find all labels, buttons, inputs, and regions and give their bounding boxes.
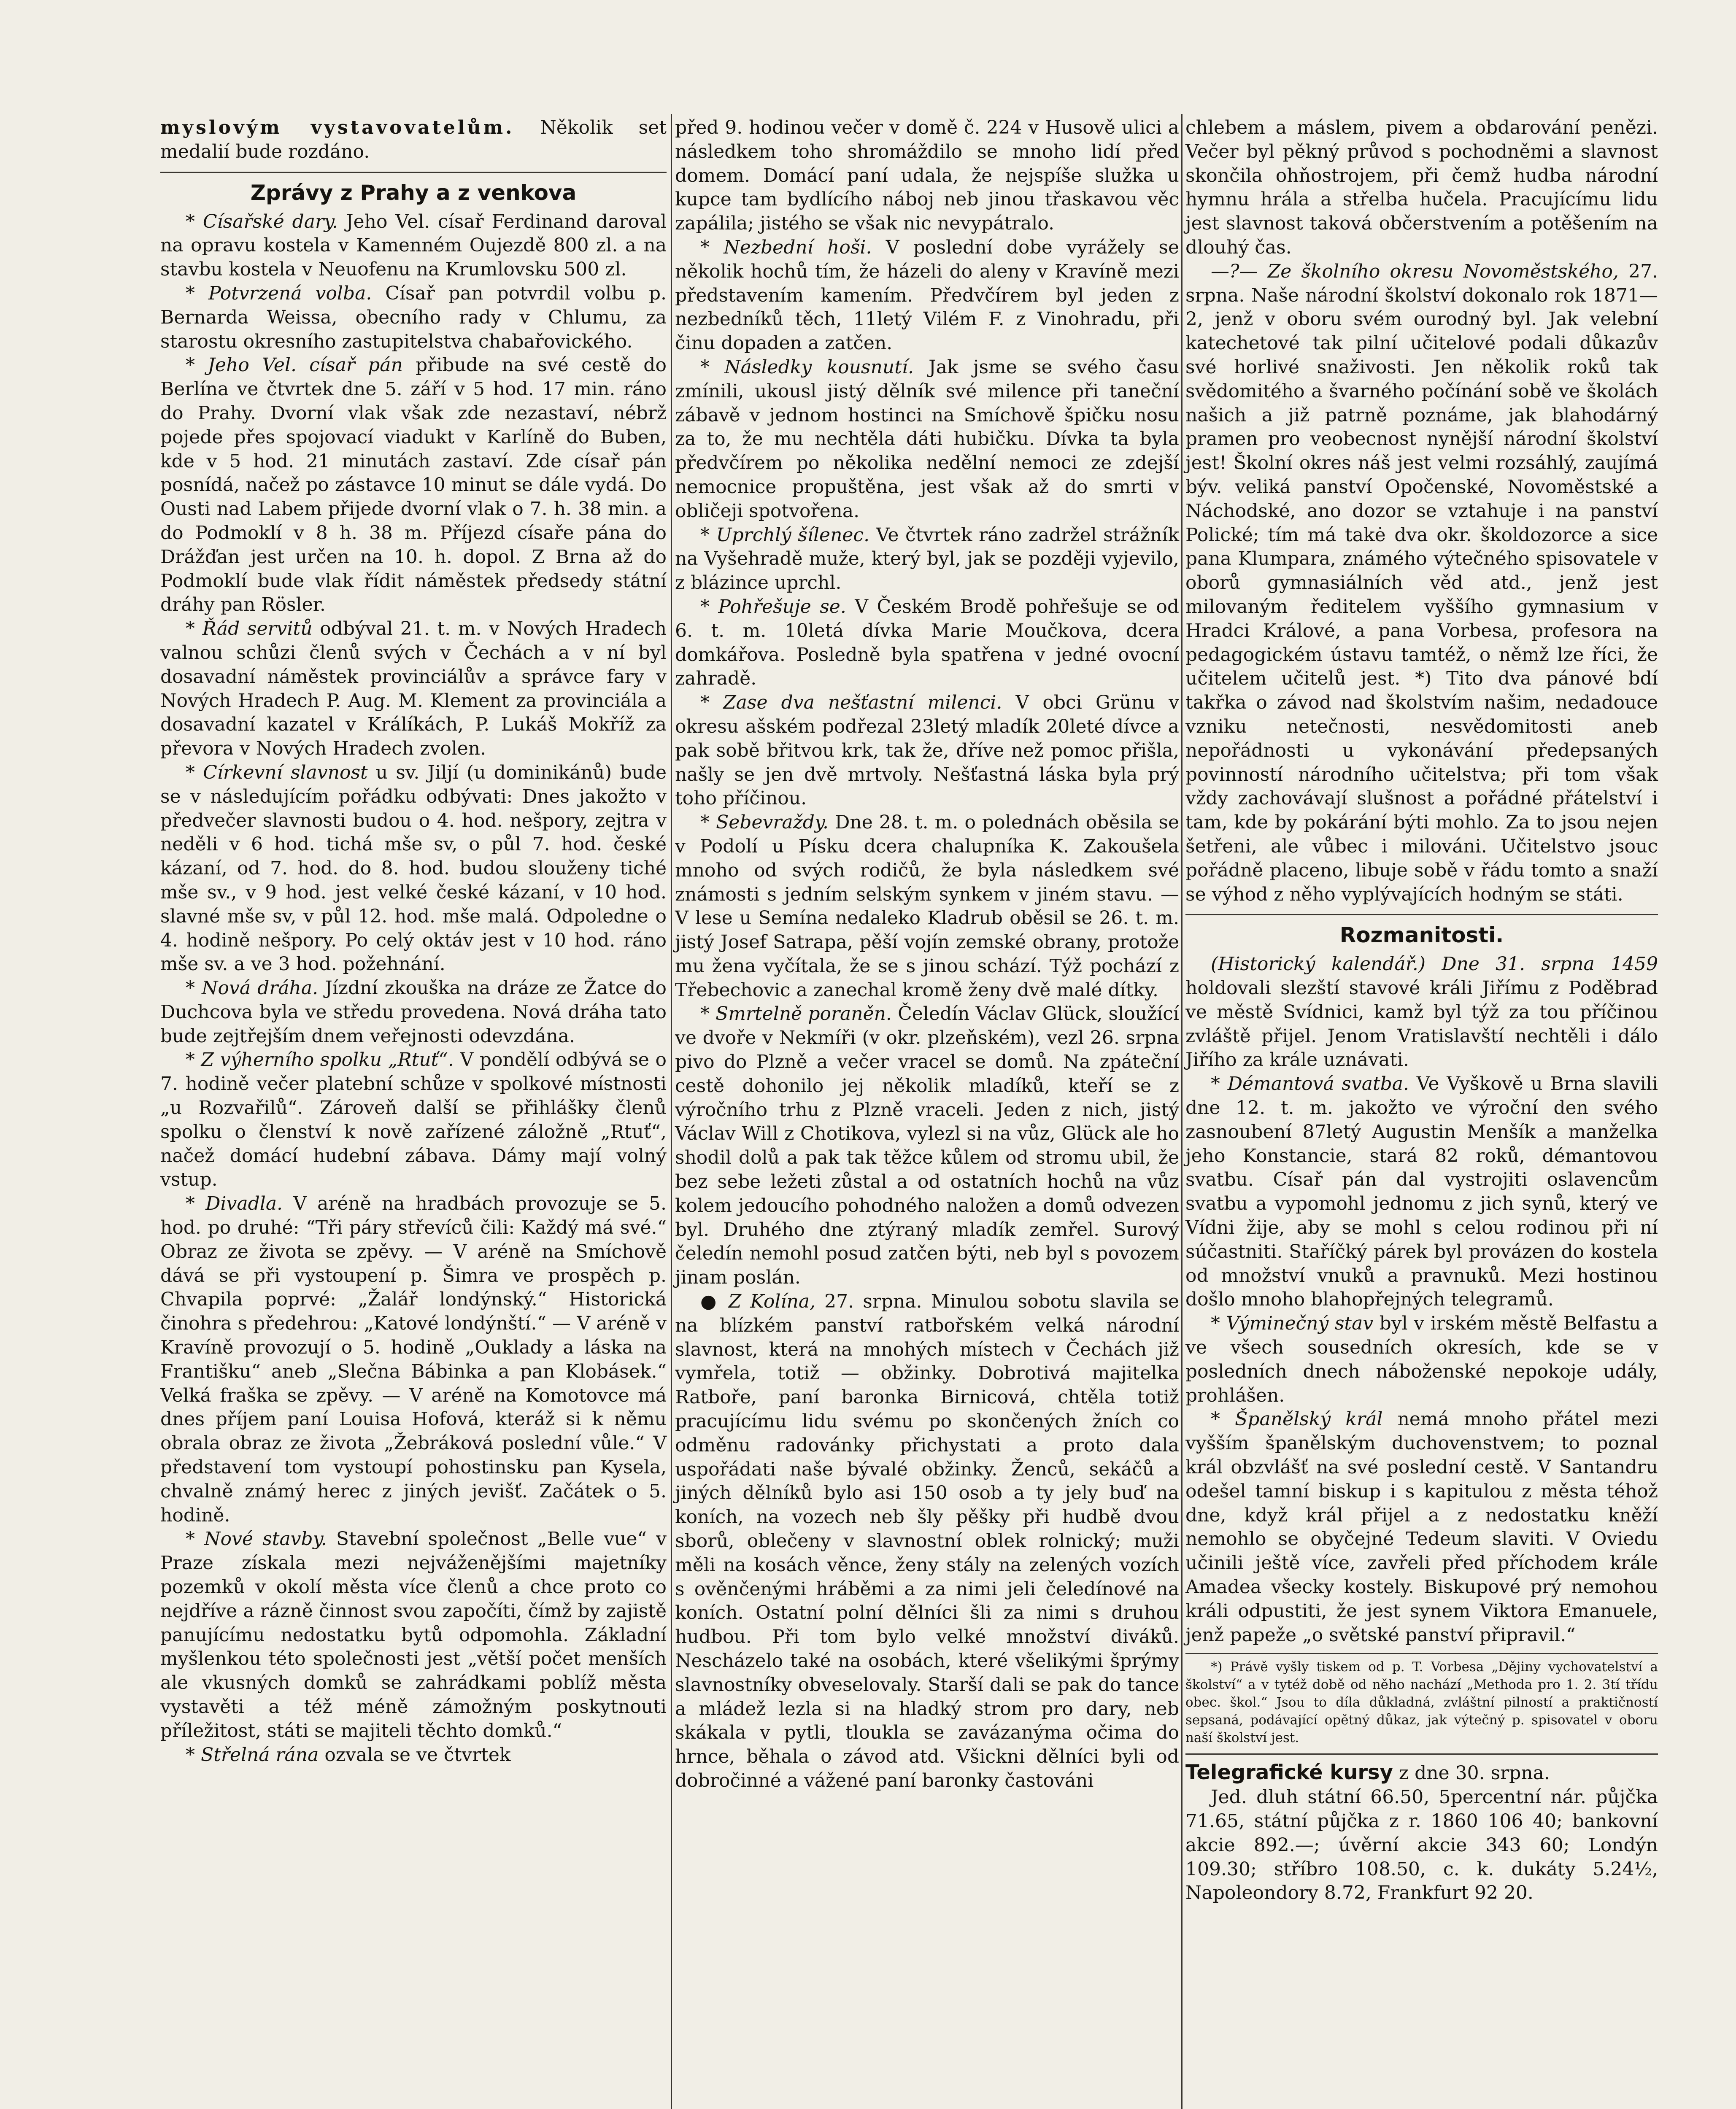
item-text: Dne 28. t. m. o polednách oběsila se v Podolí u Písku dcera chalupníka K. Zakoušela mnoho od svých rodičů, že byla následkem své známosti s jedním selským synkem v jiném stavu. — V lese u Semína nedaleko Kladrub oběsil se 26. t. m. jistý Josef Satrapa, pěší vojín zemské obrany, protože mu žena vyčítala, že se s jinou schází. Týž pochází z Třebechovic a zanechal kromě ženy dvě malé dítky.: [675, 812, 1179, 1001]
item-lead: Císařské dary.: [202, 210, 338, 232]
item-lead: Církevní slavnost: [203, 761, 368, 783]
item-text: byl v irském městě Belfastu a ve všech sousedních okresích, kde se v posledních dnech náboženské nepokoje udály, prohlášen.: [1185, 1313, 1658, 1406]
news-item: * Sebevraždy. Dne 28. t. m. o polednách oběsila se v Podolí u Písku dcera chalupníka K. Zakoušela mnoho od svých rodičů, že byla následkem své známosti s jedním selským synkem v jiném stavu. — V lese u Semína nedaleko Kladrub oběsil se 26. t. m. jistý Josef Satrapa, pěší vojín zemské obrany, protože mu žena vyčítala, že se s jinou schází. Týž pochází z Třebechovic a zanechal kromě ženy dvě malé dítky.: [675, 812, 1179, 1001]
news-item: * Španělský král nemá mnoho přátel mezi vyšším španělským duchovenstvem; to poznal král obzvlášť na své poslední cestě. V Santandru odešel tamní biskup i s kapitulou z města téhož dne, když král přijel a z nedostatku kněží nemohlo se obyčejné Tedeum slaviti. V Oviedu učinili ještě více, zavřeli před příchodem krále Amadea všecky kostely. Biskupové prý nemohou králi odpustiti, že jest synem Viktora Emanuele, jenž papeže „o světské panství připravil.“: [1185, 1408, 1658, 1646]
news-items: [160, 210, 667, 1767]
news-item: * Uprchlý šílenec. Ve čtvrtek ráno zadržel strážník na Vyšehradě muže, který byl, jak se později vyjevilo, z blázince uprchl.: [675, 524, 1179, 594]
item-lead: —?— Ze školního okresu Novoměstského,: [1211, 260, 1619, 282]
item-lead: Potvrzená volba.: [208, 282, 372, 304]
item-lead: Nezbední hoši.: [724, 236, 872, 258]
news-item: * Pohřešuje se. V Českém Brodě pohřešuje se od 6. t. m. 10letá dívka Marie Moučkova, dcera domkářova. Posledně byla spatřena v jedné ovocní zahradě.: [675, 596, 1179, 690]
item-text: nemá mnoho přátel mezi vyšším španělským duchovenstvem; to poznal král obzvlášť na své poslední cestě. V Santandru odešel tamní biskup i s kapitulou z města téhož dne, když král přijel a z nedostatku kněží nemohlo se obyčejné Tedeum slaviti. V Oviedu učinili ještě více, zavřeli před příchodem krále Amadea všecky kostely. Biskupové prý nemohou králi odpustiti, že jest synem Viktora Emanuele, jenž papeže „o světské panství připravil.“: [1185, 1408, 1658, 1646]
news-item: * Jeho Vel. císař pán přibude na své cestě do Berlína ve čtvrtek dne 5. září v 5 hod. 17 min. ráno do Prahy. Dvorní vlak však zde nezastaví, nébrž pojede přes spojovací viadukt v Karlíně do Buben, kde v 5 hod. 21 minutách zastaví. Zde císař pán posnídá, načež po zástavce 10 minut se dále vydá. Do Ousti nad Labem přijede dvorní vlak o 7. h. 38 min. a do Podmoklí v 8 h. 38 m. Příjezd císaře pána do Drážďan jest určen na 10. h. dopol. Z Brna až do Podmoklí bude vlak řídit náměstek předsedy státní dráhy pan Rösler.: [160, 354, 667, 616]
news-item: * Střelná rána ozvala se ve čtvrtek: [186, 1744, 511, 1766]
item-lead: Střelná rána: [201, 1744, 319, 1766]
column-divider: [671, 114, 672, 2109]
column-1: [160, 116, 667, 1767]
item-lead: Španělský král: [1235, 1408, 1383, 1430]
telegraph-date: z dne 30. srpna.: [1399, 1762, 1550, 1784]
continued-text: chlebem a máslem, pivem a obdarování penězi. Večer byl pěkný průvod s pochodněmi a slavnost skončila ohňostrojem, při čemž hudba národní hymnu hrála a střelba hučela. Pracujícímu lidu jest slavnost taková občerstvením a potěšením na dlouhý čas.: [1185, 117, 1658, 258]
news-item: * Nezbední hoši. V poslední dobe vyrážely se několik hochů tím, že házeli do aleny v Kravíně mezi představením kamením. Předvčírem byl jeden z nezbedníků těch, 11letý Vilém F. z Vinohradu, při činu dopaden a zatčen.: [675, 236, 1179, 354]
section-heading-news: Zprávy z Prahy a z venkova: [160, 172, 667, 206]
news-item: * Nová dráha. Jízdní zkouška na dráze ze Žatce do Duchcova byla ve středu provedena. Nová dráha tato bude zejtřejším dnem veřejnosti odevzdána.: [160, 977, 667, 1047]
intro-text: Několik set medalií bude rozdáno.: [160, 117, 667, 162]
item-text: V obci Grünu v okresu ašském podřezal 23letý mladík 20leté dívce a pak sobě břitvou krk, tak že, dříve než pomoc přišla, našly se jen dvě mrtvoly. Nešťastná láska byla prý toho příčinou.: [675, 692, 1179, 809]
news-item: * Následky kousnutí. Jak jsme se svého času zmínili, ukousl jistý dělník své milence při taneční zábavě v jednom hostinci na Smíchově špičku nosu za to, že mu nechtěla dáti hubičku. Dívka ta byla předvčírem po několika nedělní nemoci ze zdejší nemocnice propuštěna, jest však až do smrti v obličeji spotvořena.: [675, 356, 1179, 522]
item-text: Jízdní zkouška na dráze ze Žatce do Duchcova byla ve středu provedena. Nová dráha tato bude zejtřejším dnem veřejnosti odevzdána.: [160, 977, 667, 1047]
news-item: * Řád servitů odbýval 21. t. m. v Nových Hradech valnou schůzi členů svých v Čechách a v ní byl dosavadní náměstek provinciálův a správce fary v Nových Hradech P. Aug. M. Klement za provinciála a dosavadní kazatel v Králíkách, P. Lukáš Mokříž za převora v Nových Hradech zvolen.: [160, 618, 667, 760]
intro-paragraph: [160, 116, 667, 164]
news-item: * Výminečný stav byl v irském městě Belfastu a ve všech sousedních okresích, kde se v posledních dnech náboženské nepokoje udály, prohlášen.: [1185, 1313, 1658, 1406]
news-item: * Potvrzená volba. Císař pan potvrdil volbu p. Bernarda Weissa, obecního rady v Chlumu, za starostu okresního zastupitelstva chabařovického.: [160, 282, 667, 352]
item-lead: Divadla.: [205, 1193, 283, 1215]
item-lead: Nové stavby.: [204, 1528, 327, 1550]
item-lead: Smrtelně poraněn.: [715, 1003, 892, 1025]
item-text: přibude na své cestě do Berlína ve čtvrtek dne 5. září v 5 hod. 17 min. ráno do Prahy. Dvorní vlak však zde nezastaví, nébrž pojede přes spojovací viadukt v Karlíně do Buben, kde v 5 hod. 21 minutách zastaví. Zde císař pán posnídá, načež po zástavce 10 minut se dále vydá. Do Ousti nad Labem přijede dvorní vlak o 7. h. 38 min. a do Podmoklí v 8 h. 38 m. Příjezd císaře pána do Drážďan jest určen na 10. h. dopol. Z Brna až do Podmoklí bude vlak řídit náměstek předsedy státní dráhy pan Rösler.: [160, 354, 667, 616]
item-text: Jak jsme se svého času zmínili, ukousl jistý dělník své milence při taneční zábavě v jednom hostinci na Smíchově špičku nosu za to, že mu nechtěla dáti hubičku. Dívka ta byla předvčírem po několika nedělní nemoci ze zdejší nemocnice propuštěna, jest však až do smrti v obličeji spotvořena.: [675, 356, 1179, 522]
item-text: Ve čtvrtek ráno zadržel strážník na Vyšehradě muže, který byl, jak se později vyjevilo, z blázince uprchl.: [675, 524, 1179, 594]
item-text: Jeho Vel. císař Ferdinand daroval na opravu kostela v Kamenném Oujezdě 800 zl. a na stavbu kostela v Neuofenu na Krumlovsku 500 zl.: [160, 210, 667, 280]
item-text: u sv. Jiljí (u dominikánů) bude se v následujícím pořádku odbývati: Dnes jakožto v předvečer slavnosti budou o 4. hod. nešpory, zejtra v neděli v 6 hod. tichá mše sv, o půl 7. hod. české kázaní, od 7. hod. do 8. hod. budou slouženy tiché mše sv., v 9 hod. jest velké české kázaní, v 10 hod. slavné mše sv, v půl 12. hod. mše malá. Odpoledne o 4. hodině nešpory. Po celý oktáv jest v 10 hod. ráno mše sv. a ve 3 hod. požehnání.: [160, 761, 667, 975]
item-lead: Démantová svatba.: [1227, 1073, 1409, 1095]
item-lead: Z Kolína,: [728, 1291, 816, 1313]
item-lead: (Historický kalendář.) Dne 31. srpna 1459: [1211, 953, 1658, 975]
item-lead: Jeho Vel. císař pán: [208, 354, 403, 376]
item-text: odbýval 21. t. m. v Nových Hradech valnou schůzi členů svých v Čechách a v ní byl dosavadní náměstek provinciálův a správce fary v Nových Hradech P. Aug. M. Klement za provinciála a dosavadní kazatel v Králíkách, P. Lukáš Mokříž za převora v Nových Hradech zvolen.: [160, 618, 667, 760]
footnote: *) Právě vyšly tiskem od p. T. Vorbesa „Dějiny vychovatelství a školství“ a v tytéž době od něho nachází „Methoda pro 1. 2. 3tí třídu obec. škol.“ Jsou to díla důkladná, zvláštní pilností a praktičností sepsaná, podávající opětný důkaz, jak výtečný p. spisovatel v oboru naší školství jest.: [1185, 1653, 1658, 1747]
item-text: Císař pan potvrdil volbu p. Bernarda Weissa, obecního rady v Chlumu, za starostu okresního zastupitelstva chabařovického.: [160, 282, 667, 352]
item-lead: Uprchlý šílenec.: [716, 524, 870, 546]
column-2: [675, 116, 1179, 1793]
item-lead: Následky kousnutí.: [724, 356, 914, 378]
news-item: * Nové stavby. Stavební společnost „Belle vue“ v Praze získala mezi nejváženějšími majetníky pozemků v okolí města více členů a chce proto co nejdříve a rázně činnost svou započíti, čímž by zajistě panujícímu nedostatku bytů odpomohla. Základní myšlenkou této společnosti jest „větší počet menších ale vkusných domků se zahrádkami poblíž města vystavěti a též méně zámožným poskytnouti příležitost, státi se majiteli těchto domků.“: [160, 1528, 667, 1742]
item-text: V Českém Brodě pohřešuje se od 6. t. m. 10letá dívka Marie Moučkova, dcera domkářova. Posledně byla spatřena v jedné ovocní zahradě.: [675, 596, 1179, 690]
continued-text: před 9. hodinou večer v domě č. 224 v Husově ulici a následkem toho shromáždilo se mnoho lidí před domem. Domácí paní udala, že nejspíše služka u kupce tam bydlícího náboj neb jinou třaskavou věc zapálila; jistého se však nic nevypátralo.: [675, 117, 1179, 235]
item-lead: Sebevraždy.: [716, 812, 829, 833]
news-item: * Z výherního spolku „Rtuť“. V pondělí odbývá se o 7. hodině večer platební schůze v spolkové místnosti „u Rozvařilů“. Zároveň další se přihlášky členů spolku o členství k nově zařízené záložně „Rtuť“, načež domácí hudební zábava. Dámy mají volný vstup.: [160, 1049, 667, 1191]
item-text: ozvala se ve čtvrtek: [324, 1744, 511, 1766]
news-item: * Démantová svatba. Ve Vyškově u Brna slavili dne 12. t. m. jakožto ve výroční den svého zasnoubení 87letý Augustin Menšík a manželka jeho Konstancie, stará 82 roků, démantovou svatbu. Císař pán dal vystrojiti oslavencům svatbu a vypomohl jednomu z jich synů, který ve Vídni žije, aby se mohl s celou rodinou při ní súčastniti. Staříčký párek byl provázen do kostela od množství vnuků a pravnuků. Mezi hostinou došlo mnoho blahopřejných telegramů.: [1185, 1073, 1658, 1311]
news-item: * Církevní slavnost u sv. Jiljí (u dominikánů) bude se v následujícím pořádku odbývati: Dnes jakožto v předvečer slavnosti budou o 4. hod. nešpory, zejtra v neděli v 6 hod. tichá mše sv, o půl 7. hod. české kázaní, od 7. hod. do 8. hod. budou slouženy tiché mše sv., v 9 hod. jest velké české kázaní, v 10 hod. slavné mše sv, v půl 12. hod. mše malá. Odpoledne o 4. hodině nešpory. Po celý oktáv jest v 10 hod. ráno mše sv. a ve 3 hod. požehnání.: [160, 761, 667, 975]
column-divider: [1181, 114, 1183, 2109]
news-item: * Divadla. V aréně na hradbách provozuje se 5. hod. po druhé: “Tři páry střevíců čili: Každý má své.“ Obraz ze života se zpěvy. — V aréně na Smíchově dává se při vystoupení p. Šimra ve prospěch p. Chvapila poprvé: „Žalář londýnský.“ Historická činohra s předehrou: „Katové londýnští.“ — V aréně v Kravíně provozují o 5. hodině „Ouklady a láska na Františku“ aneb „Slečna Bábinka a pan Klobásek.“ Velká fraška se zpěvy. — V aréně na Komotovce má dnes příjem paní Louisa Hofová, kteráž si k němu obrala obraz ze života „Žebráková poslední vůle.“ V představení tom vystoupí pohostinsku pan Kysela, chvalně známý herec z jiných jevišť. Začátek o 5. hodině.: [160, 1193, 667, 1526]
column-3: [1185, 116, 1658, 1905]
item-text: V aréně na hradbách provozuje se 5. hod. po druhé: “Tři páry střevíců čili: Každý má své.“ Obraz ze života se zpěvy. — V aréně na Smíchově dává se při vystoupení p. Šimra ve prospěch p. Chvapila poprvé: „Žalář londýnský.“ Historická činohra s předehrou: „Katové londýnští.“ — V aréně v Kravíně provozují o 5. hodině „Ouklady a láska na Františku“ aneb „Slečna Bábinka a pan Klobásek.“ Velká fraška se zpěvy. — V aréně na Komotovce má dnes příjem paní Louisa Hofová, kteráž si k němu obrala obraz ze života „Žebráková poslední vůle.“ V představení tom vystoupí pohostinsku pan Kysela, chvalně známý herec z jiných jevišť. Začátek o 5. hodině.: [160, 1193, 667, 1526]
item-lead: Z výherního spolku „Rtuť“.: [201, 1049, 454, 1071]
item-text: V poslední dobe vyrážely se několik hochů tím, že házeli do aleny v Kravíně mezi představením kamením. Předvčírem byl jeden z nezbedníků těch, 11letý Vilém F. z Vinohradu, při činu dopaden a zatčen.: [675, 236, 1179, 354]
item-text: holdovali slezští stavové králi Jiřímu z Poděbrad ve městě Svídnici, kamž byl týž za tou příčinou zvláště přijel. Jenom Vratislavští nechtěli i dálo Jiřího za krále uznávati.: [1185, 977, 1658, 1071]
bullet-icon: ●: [700, 1291, 720, 1313]
telegraph-heading: [1185, 1753, 1658, 1785]
news-item: * Smrtelně poraněn. Čeledín Václav Glück, sloužící ve dvoře v Nekmíři (v okr. plzeňském), vezl 26. srpna pivo do Plzně a večer vracel se domů. Na zpáteční cestě dohonilo jej několik mladíků, kteří se z výročního trhu z Plzně vraceli. Jeden z nich, jistý Václav Will z Chotikova, vylezl si na vůz, Glück ale ho shodil dolů a pak tak těžce kůlem od stromu ubil, že bez sebe ležeti zůstal a od ostatních hochů na vůz kolem jedoucího pohodného naložen a domů odvezen byl. Druhého dne ztýraný mladík zemřel. Surový čeledín nemohl posud zatčen býti, neb byl s povozem jinam poslán.: [675, 1003, 1179, 1289]
news-item: [675, 1290, 1179, 1793]
news-item: * Císařské dary. Jeho Vel. císař Ferdinand daroval na opravu kostela v Kamenném Oujezdě 800 zl. a na stavbu kostela v Neuofenu na Krumlovsku 500 zl.: [160, 210, 667, 280]
news-item: [1185, 260, 1658, 907]
news-item: * Zase dva nešťastní milenci. V obci Grünu v okresu ašském podřezal 23letý mladík 20leté dívce a pak sobě břitvou krk, tak že, dříve než pomoc přišla, našly se jen dvě mrtvoly. Nešťastná láska byla prý toho příčinou.: [675, 692, 1179, 809]
item-text: Čeledín Václav Glück, sloužící ve dvoře v Nekmíři (v okr. plzeňském), vezl 26. srpna pivo do Plzně a večer vracel se domů. Na zpáteční cestě dohonilo jej několik mladíků, kteří se z výročního trhu z Plzně vraceli. Jeden z nich, jistý Václav Will z Chotikova, vylezl si na vůz, Glück ale ho shodil dolů a pak tak těžce kůlem od stromu ubil, že bez sebe ležeti zůstal a od ostatních hochů na vůz kolem jedoucího pohodného naložen a domů odvezen byl. Druhého dne ztýraný mladík zemřel. Surový čeledín nemohl posud zatčen býti, neb byl s povozem jinam poslán.: [675, 1003, 1179, 1289]
telegraph-title: Telegrafické kursy: [1185, 1761, 1393, 1785]
item-text: Stavební společnost „Belle vue“ v Praze získala mezi nejváženějšími majetníky pozemků v okolí města více členů a chce proto co nejdříve a rázně činnost svou započíti, čímž by zajistě panujícímu nedostatku bytů odpomohla. Základní myšlenkou této společnosti jest „větší počet menších ale vkusných domků se zahrádkami poblíž města vystavěti a též méně zámožným poskytnouti příležitost, státi se majiteli těchto domků.“: [160, 1528, 667, 1742]
item-lead: Pohřešuje se.: [718, 596, 846, 618]
item-lead: Řád servitů: [202, 618, 313, 640]
news-item: [1185, 952, 1658, 1072]
item-lead: Výminečný stav: [1226, 1313, 1374, 1335]
item-text: Ve Vyškově u Brna slavili dne 12. t. m. jakožto ve výroční den svého zasnoubení 87letý Augustin Menšík a manželka jeho Konstancie, stará 82 roků, démantovou svatbu. Císař pán dal vystrojiti oslavencům svatbu a vypomohl jednomu z jich synů, který ve Vídni žije, aby se mohl s celou rodinou při ní súčastniti. Staříčký párek byl provázen do kostela od množství vnuků a pravnuků. Mezi hostinou došlo mnoho blahopřejných telegramů.: [1185, 1073, 1658, 1311]
item-text: V pondělí odbývá se o 7. hodině večer platební schůze v spolkové místnosti „u Rozvařilů“. Zároveň další se přihlášky členů spolku o členství k nově zařízené záložně „Rtuť“, načež domácí hudební zábava. Dámy mají volný vstup.: [160, 1049, 667, 1191]
item-lead: Nová dráha.: [202, 977, 319, 999]
item-text: 27. srpna. Minulou sobotu slavila se na blízkém panství ratbořském velká národní slavnost, která na mnohých místech v Čechách již vymřela, totiž — obžinky. Dobrotivá majitelka Ratboře, paní baronka Birnicová, chtěla totiž pracujícímu lidu svému po skončených žních co odměnu radovánky přichystati a proto dala uspořádati naše bývalé obžinky. Ženců, sekáčů a jiných dělníků bylo asi 150 osob a ty jely buď na koních, na vozech neb šly pěšky při hudbě dvou sborů, oblečeny v slavnostní oblek rolnický; muži měli na kosách věnce, ženy stály na zelených vozích s ověnčenými hráběmi a za nimi jeli čeledínové na koních. Ostatní polní dělníci šli za nimi s druhou hudbou. Při tom bylo velké množství diváků. Nescházelo také na osobách, které všelikými šprýmy slavnostníky obveselovaly. Starší dali se pak do tance a mládež lezla si na hladký strom pro dary, neb skákala v pytli, tloukla se zavázanýma očima do hrnce, běhala o závod atd. Všickni dělníci byli od dobročinné a vážené paní baronky častováni: [675, 1291, 1179, 1791]
item-lead: Zase dva nešťastní milenci.: [723, 692, 1002, 714]
section-heading-miscellany: Rozmanitosti.: [1185, 914, 1658, 948]
telegraph-rates: Jed. dluh státní 66.50, 5percentní nár. půjčka 71.65, státní půjčka z r. 1860 106 40; bankovní akcie 892.—; úvěrní akcie 343 60; Londýn 109.30; stříbro 108.50, c. k. dukáty 5.24½, Napoleondory 8.72, Frankfurt 92 20.: [1185, 1786, 1658, 1904]
item-text: 27. srpna. Naše národní školství dokonalo rok 1871—2, jenž v oboru svém ourodný byl. Jak velební katechetové tak pilní učitelové podali důkazův své horlivé snaživosti. Jen několik roků tak svědomitého a švarného počínání sobě ve školách našich a již patrně poznáme, jak blahodárný pramen pro veobecnost nynější národní školství jest! Školní okres náš jest velmi rozsáhlý, zaujímá býv. veliká panství Opočenské, Novoměstské a Náchodské, ano dozor se vztahuje i na panství Polické; tím má takė dva okr. školdozorce a sice pana Klumpara, známého výtečného spisovatele v oborů gymnasiálních věd atd., jenž jest milovaným ředitelem vyššího gymnasium v Hradci Králové, a pana Vorbesa, profesora na pedagogickém ústavu tamtéž, o němž lze říci, že učitelem učitelů jest. *) Tito dva pánové bdí takřka o závod nad školstvím našim, nedadouce vzniku netečnosti, nesvědomitosti aneb nepořádnosti u vykonávání předepsaných povinností národního učitelstva; při tom však vždy zachovávají slušnost a pořádné přátelství i tam, kde by pokárání býti mohlo. Za to jsou nejen šetřeni, ale vůbec i milováni. Učitelstvo jsouc pořádně placeno, libuje sobě v řádu tomto a snaží se výhod z něho vyplývajících hodným se státi.: [1185, 260, 1658, 905]
intro-spaced-text: myslovým vystavovatelům.: [160, 117, 515, 138]
